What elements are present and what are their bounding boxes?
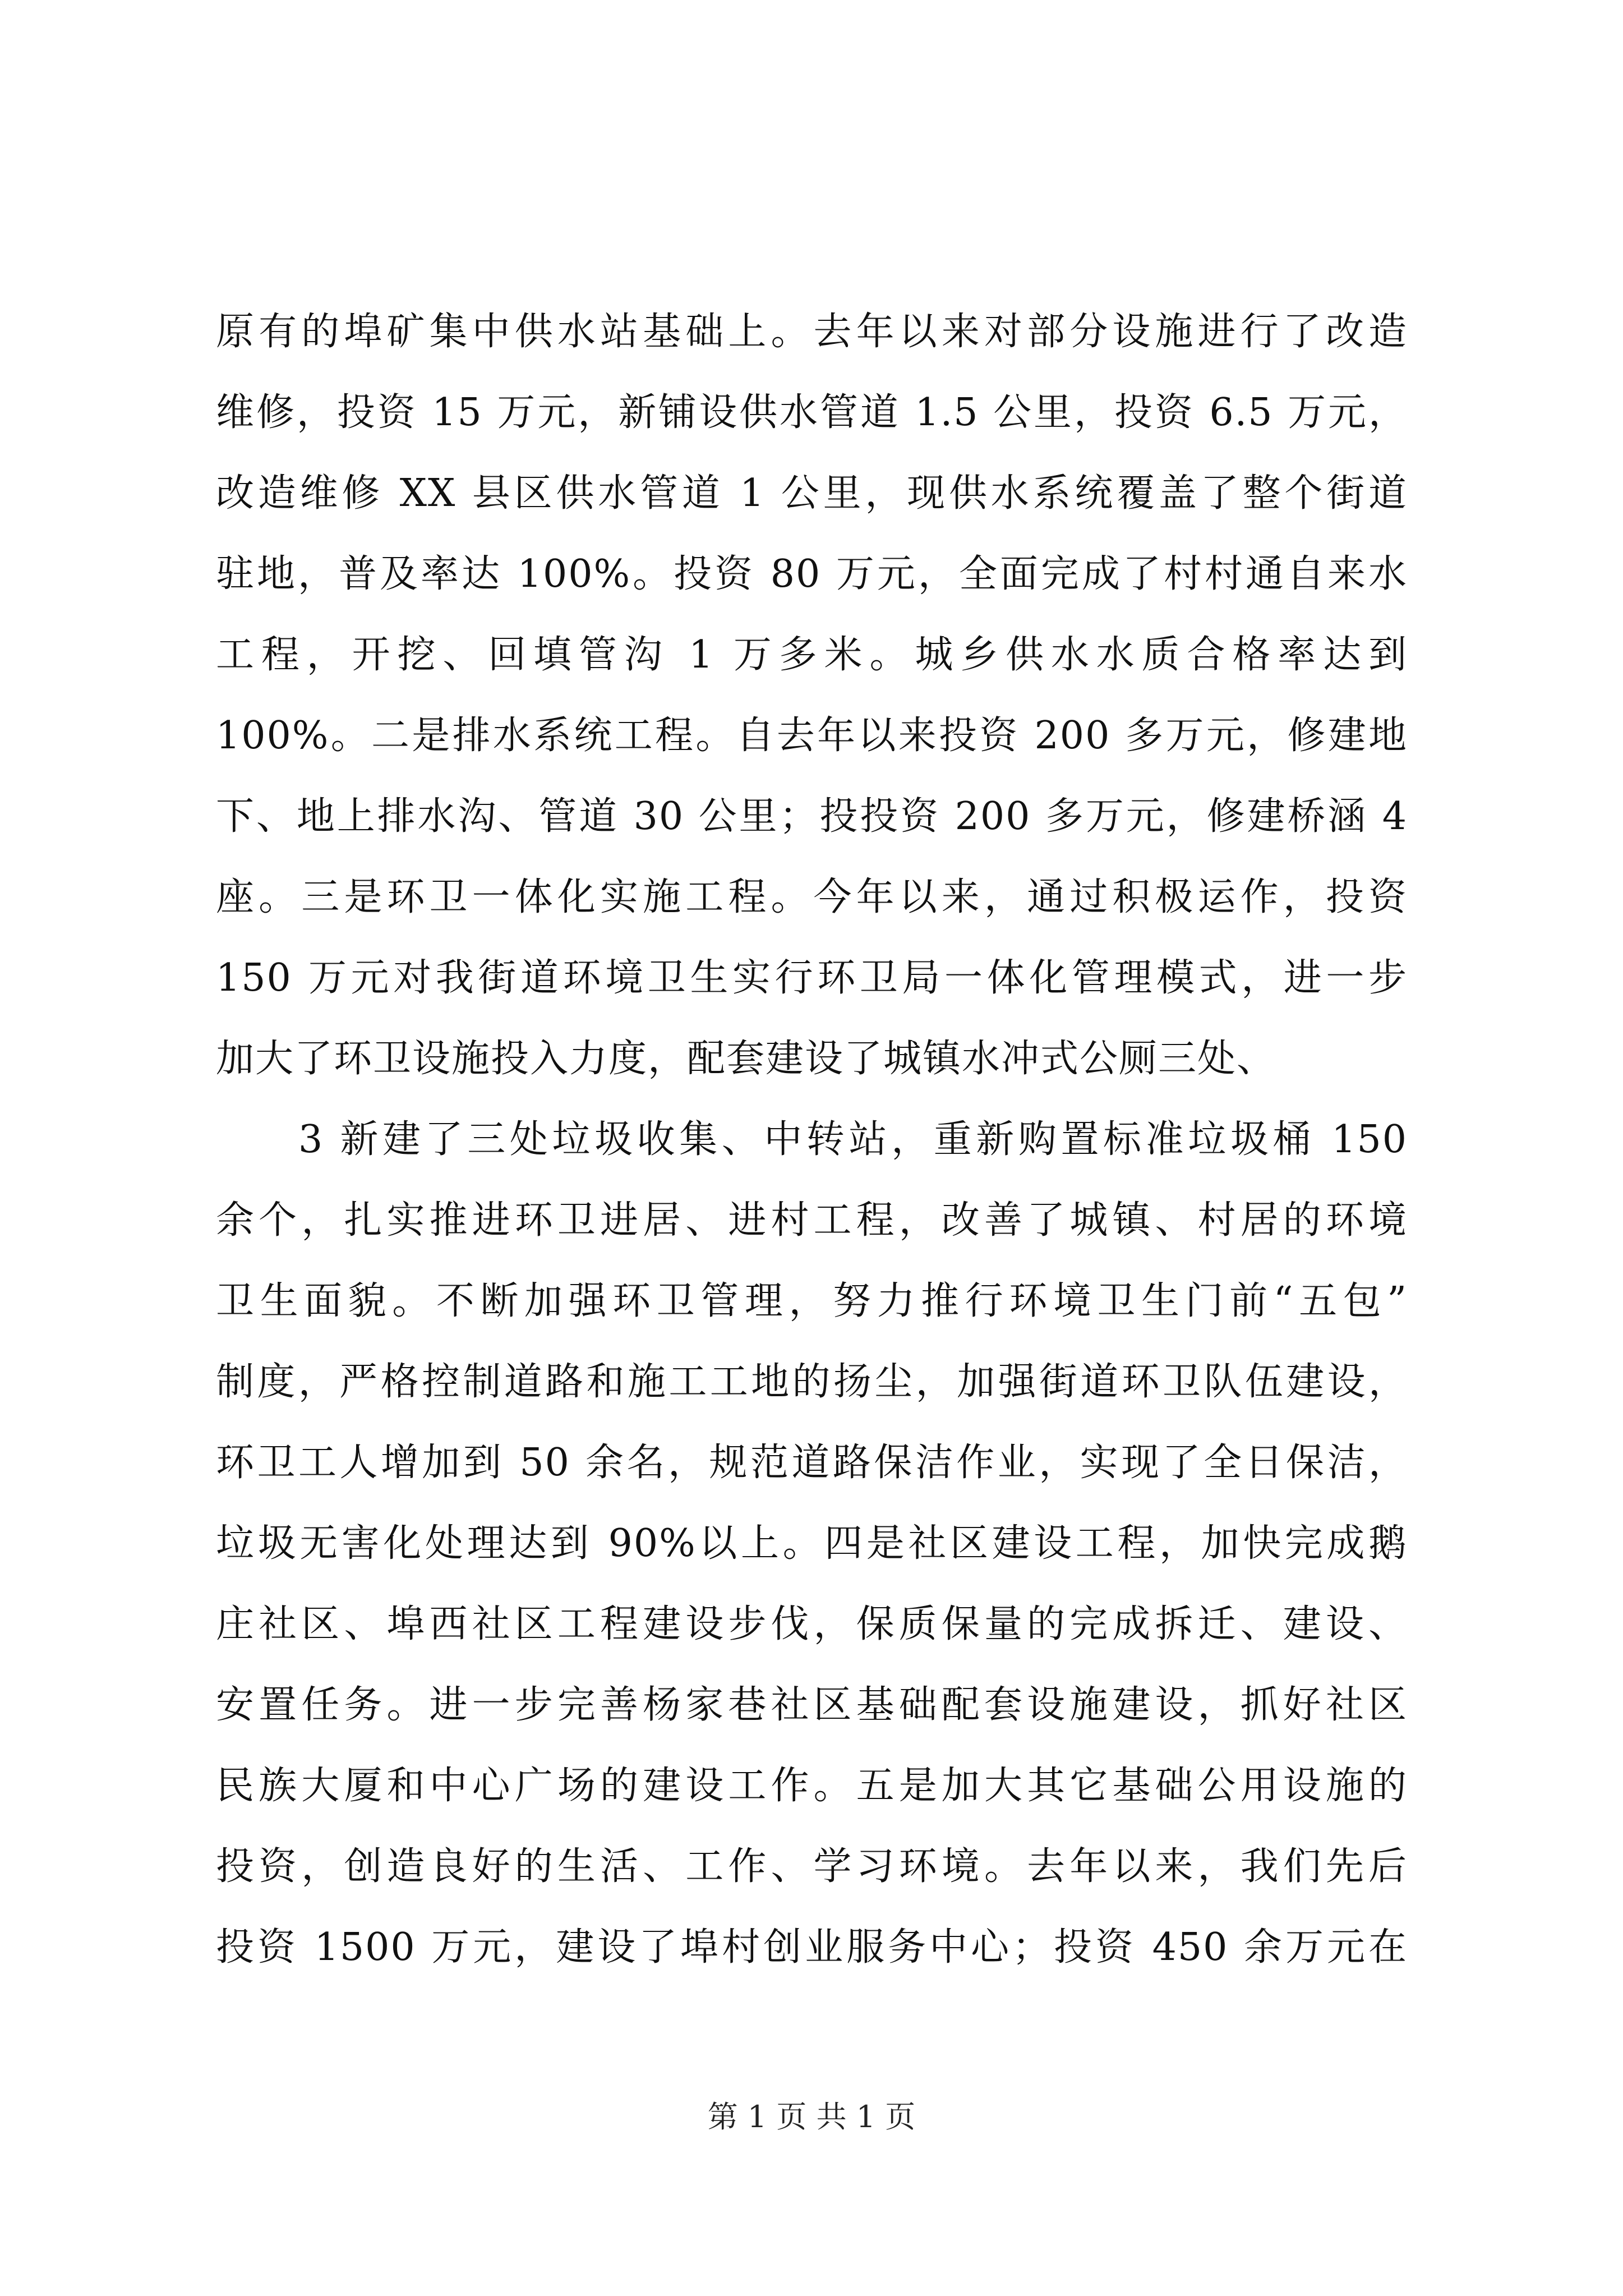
text-line: 投资，创造良好的生活、工作、学习环境。去年以来，我们先后 — [216, 1844, 1408, 1889]
text-line: 改造维修 XX 县区供水管道 1 公里，现供水系统覆盖了整个街道 — [216, 471, 1408, 516]
text-line: 垃圾无害化处理达到 90%以上。四是社区建设工程，加快完成鹅 — [216, 1521, 1408, 1566]
text-line: 卫生面貌。不断加强环卫管理，努力推行环境卫生门前“五包” — [216, 1279, 1408, 1323]
text-line: 100%。二是排水系统工程。自去年以来投资 200 多万元，修建地 — [216, 714, 1408, 758]
text-line: 驻地，普及率达 100%。投资 80 万元，全面完成了村村通自来水 — [216, 552, 1408, 596]
text-line: 环卫工人增加到 50 余名，规范道路保洁作业，实现了全日保洁， — [216, 1441, 1408, 1485]
text-line: 安置任务。进一步完善杨家巷社区基础配套设施建设，抓好社区 — [216, 1683, 1408, 1727]
text-line: 投资 1500 万元，建设了埠村创业服务中心；投资 450 余万元在 — [216, 1925, 1408, 1970]
text-line: 3 新建了三处垃圾收集、中转站，重新购置标准垃圾桶 150 — [298, 1117, 1408, 1162]
text-line: 座。三是环卫一体化实施工程。今年以来，通过积极运作，投资 — [216, 875, 1408, 919]
text-line: 民族大厦和中心广场的建设工作。五是加大其它基础公用设施的 — [216, 1764, 1408, 1808]
text-line: 工程，开挖、回填管沟 1 万多米。城乡供水水质合格率达到 — [216, 633, 1408, 677]
text-line: 庄社区、埠西社区工程建设步伐，保质保量的完成拆迁、建设、 — [216, 1602, 1408, 1646]
text-line: 150 万元对我街道环境卫生实行环卫局一体化管理模式，进一步 — [216, 956, 1408, 1000]
text-line: 下、地上排水沟、管道 30 公里；投投资 200 多万元，修建桥涵 4 — [216, 794, 1408, 839]
text-line: 维修，投资 15 万元，新铺设供水管道 1.5 公里，投资 6.5 万元， — [216, 390, 1408, 435]
page-footer — [0, 2095, 1623, 2139]
text-line: 加大了环卫设施投入力度，配套建设了城镇水冲式公厕三处、 — [216, 1037, 1276, 1081]
text-line: 制度，严格控制道路和施工工地的扬尘，加强街道环卫队伍建设， — [216, 1360, 1408, 1404]
page-number: 第 1 页 共 1 页 — [707, 2099, 916, 2134]
text-line: 余个，扎实推进环卫进居、进村工程，改善了城镇、村居的环境 — [216, 1198, 1408, 1243]
text-line: 原有的埠矿集中供水站基础上。去年以来对部分设施进行了改造 — [216, 310, 1408, 354]
